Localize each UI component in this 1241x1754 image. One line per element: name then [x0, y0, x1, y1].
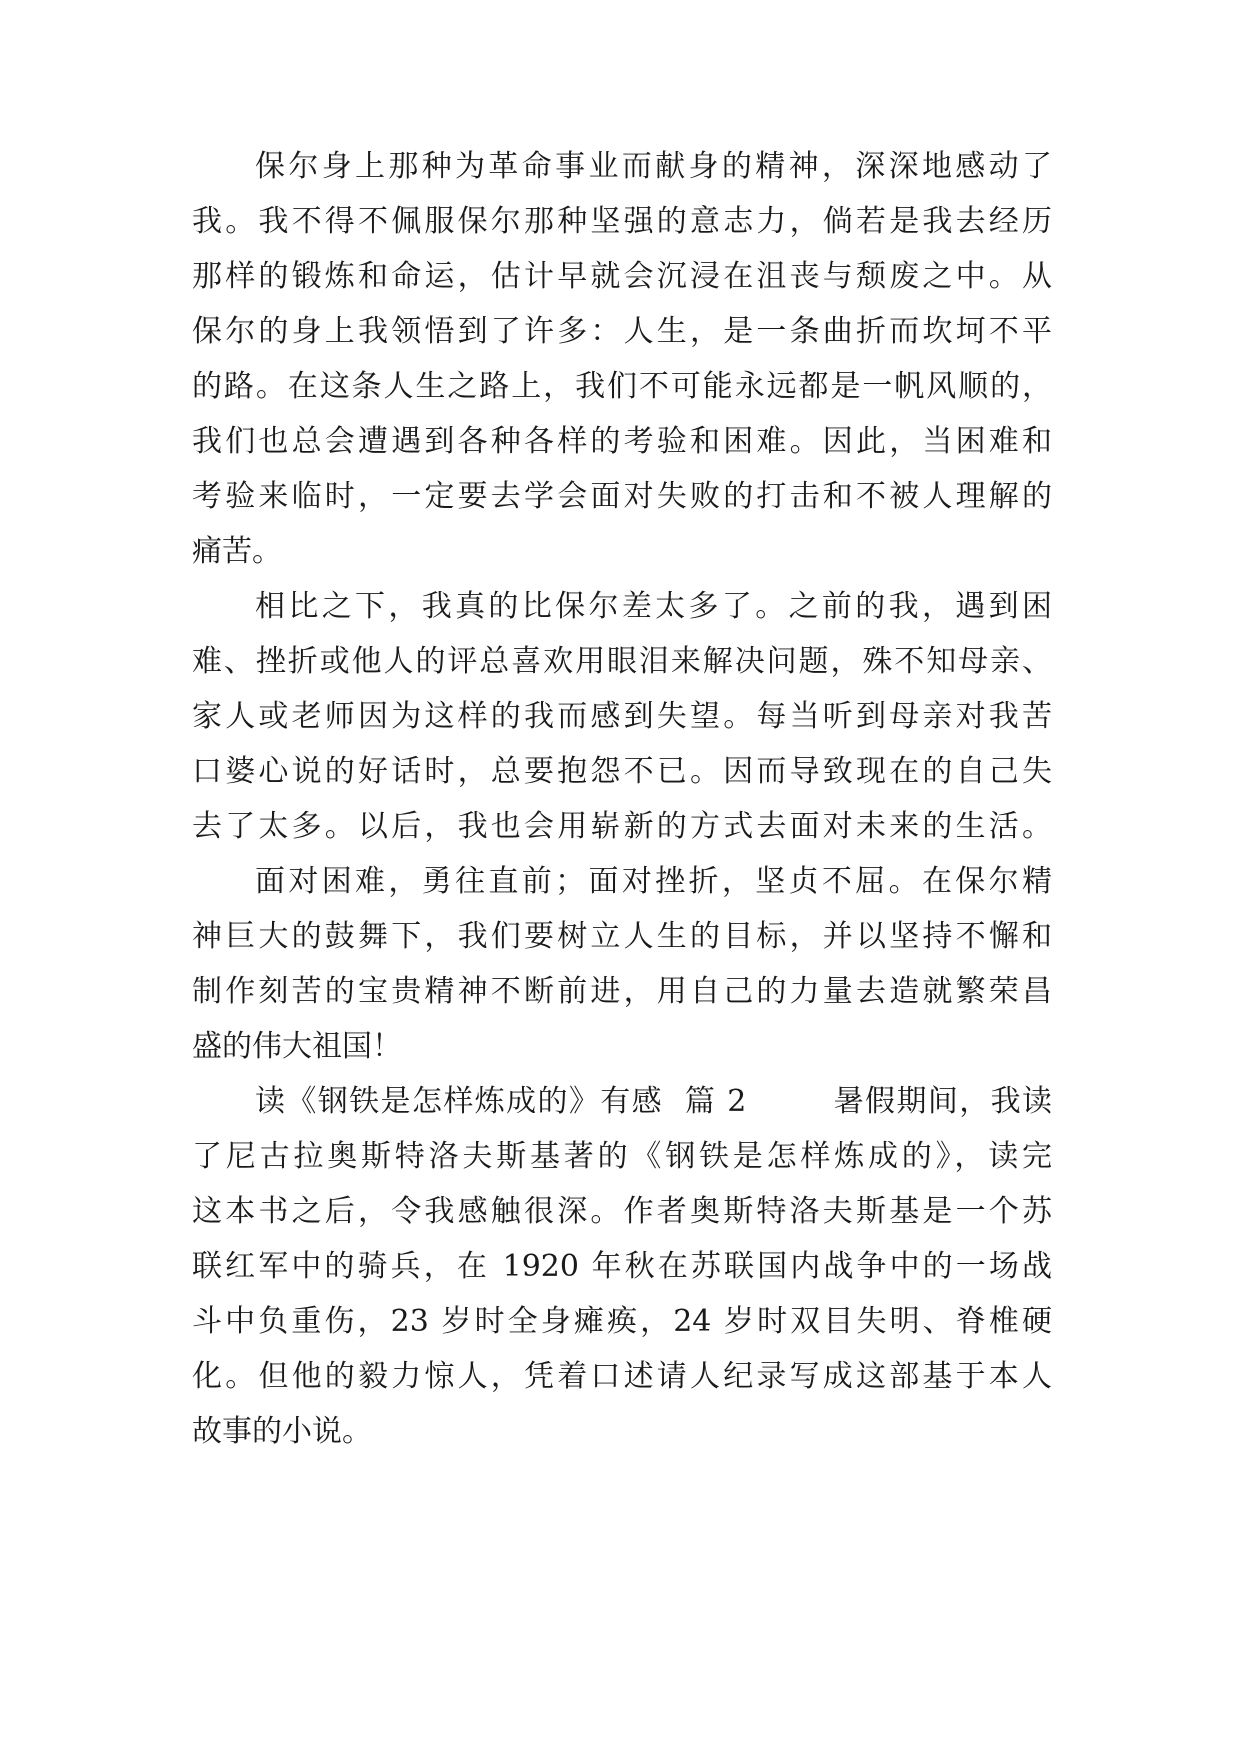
text-line: 的路。在这条人生之路上，我们不可能永远都是一帆风顺的， — [192, 369, 1052, 404]
text-line: 考验来临时，一定要去学会面对失败的打击和不被人理解的 — [192, 479, 1052, 514]
text-line: 难、挫折或他人的评总喜欢用眼泪来解决问题，殊不知母亲、 — [192, 644, 1052, 679]
text-line: 面对困难，勇往直前；面对挫折，坚贞不屈。在保尔精 — [255, 864, 1052, 899]
text-line: 斗中负重伤，23 岁时全身瘫痪，24 岁时双目失明、脊椎硬 — [192, 1304, 1052, 1339]
text-line: 家人或老师因为这样的我而感到失望。每当听到母亲对我苦 — [192, 699, 1052, 734]
text-line: 了尼古拉奥斯特洛夫斯基著的《钢铁是怎样炼成的》，读完 — [192, 1139, 1052, 1174]
text-line: 保尔身上那种为革命事业而献身的精神，深深地感动了 — [255, 149, 1052, 184]
section-heading-line: 读《钢铁是怎样炼成的》有感 篇 2 暑假期间，我读 — [255, 1084, 1052, 1119]
text-line: 联红军中的骑兵，在 1920 年秋在苏联国内战争中的一场战 — [192, 1249, 1052, 1284]
text-line: 制作刻苦的宝贵精神不断前进，用自己的力量去造就繁荣昌 — [192, 974, 1052, 1009]
text-line: 盛的伟大祖国！ — [192, 1029, 402, 1064]
text-line: 去了太多。以后，我也会用崭新的方式去面对未来的生活。 — [192, 809, 1052, 844]
text-line: 痛苦。 — [192, 534, 282, 569]
text-line: 相比之下，我真的比保尔差太多了。之前的我，遇到困 — [255, 589, 1052, 624]
text-line: 保尔的身上我领悟到了许多：人生，是一条曲折而坎坷不平 — [192, 314, 1052, 349]
text-line: 这本书之后，令我感触很深。作者奥斯特洛夫斯基是一个苏 — [192, 1194, 1052, 1229]
text-line: 神巨大的鼓舞下，我们要树立人生的目标，并以坚持不懈和 — [192, 919, 1052, 954]
text-line: 故事的小说。 — [192, 1414, 372, 1449]
text-line: 我们也总会遭遇到各种各样的考验和困难。因此，当困难和 — [192, 424, 1052, 459]
text-line: 口婆心说的好话时，总要抱怨不已。因而导致现在的自己失 — [192, 754, 1052, 789]
text-line: 我。我不得不佩服保尔那种坚强的意志力，倘若是我去经历 — [192, 204, 1052, 239]
text-line: 那样的锻炼和命运，估计早就会沉浸在沮丧与颓废之中。从 — [192, 259, 1052, 294]
text-line: 化。但他的毅力惊人，凭着口述请人纪录写成这部基于本人 — [192, 1359, 1052, 1394]
